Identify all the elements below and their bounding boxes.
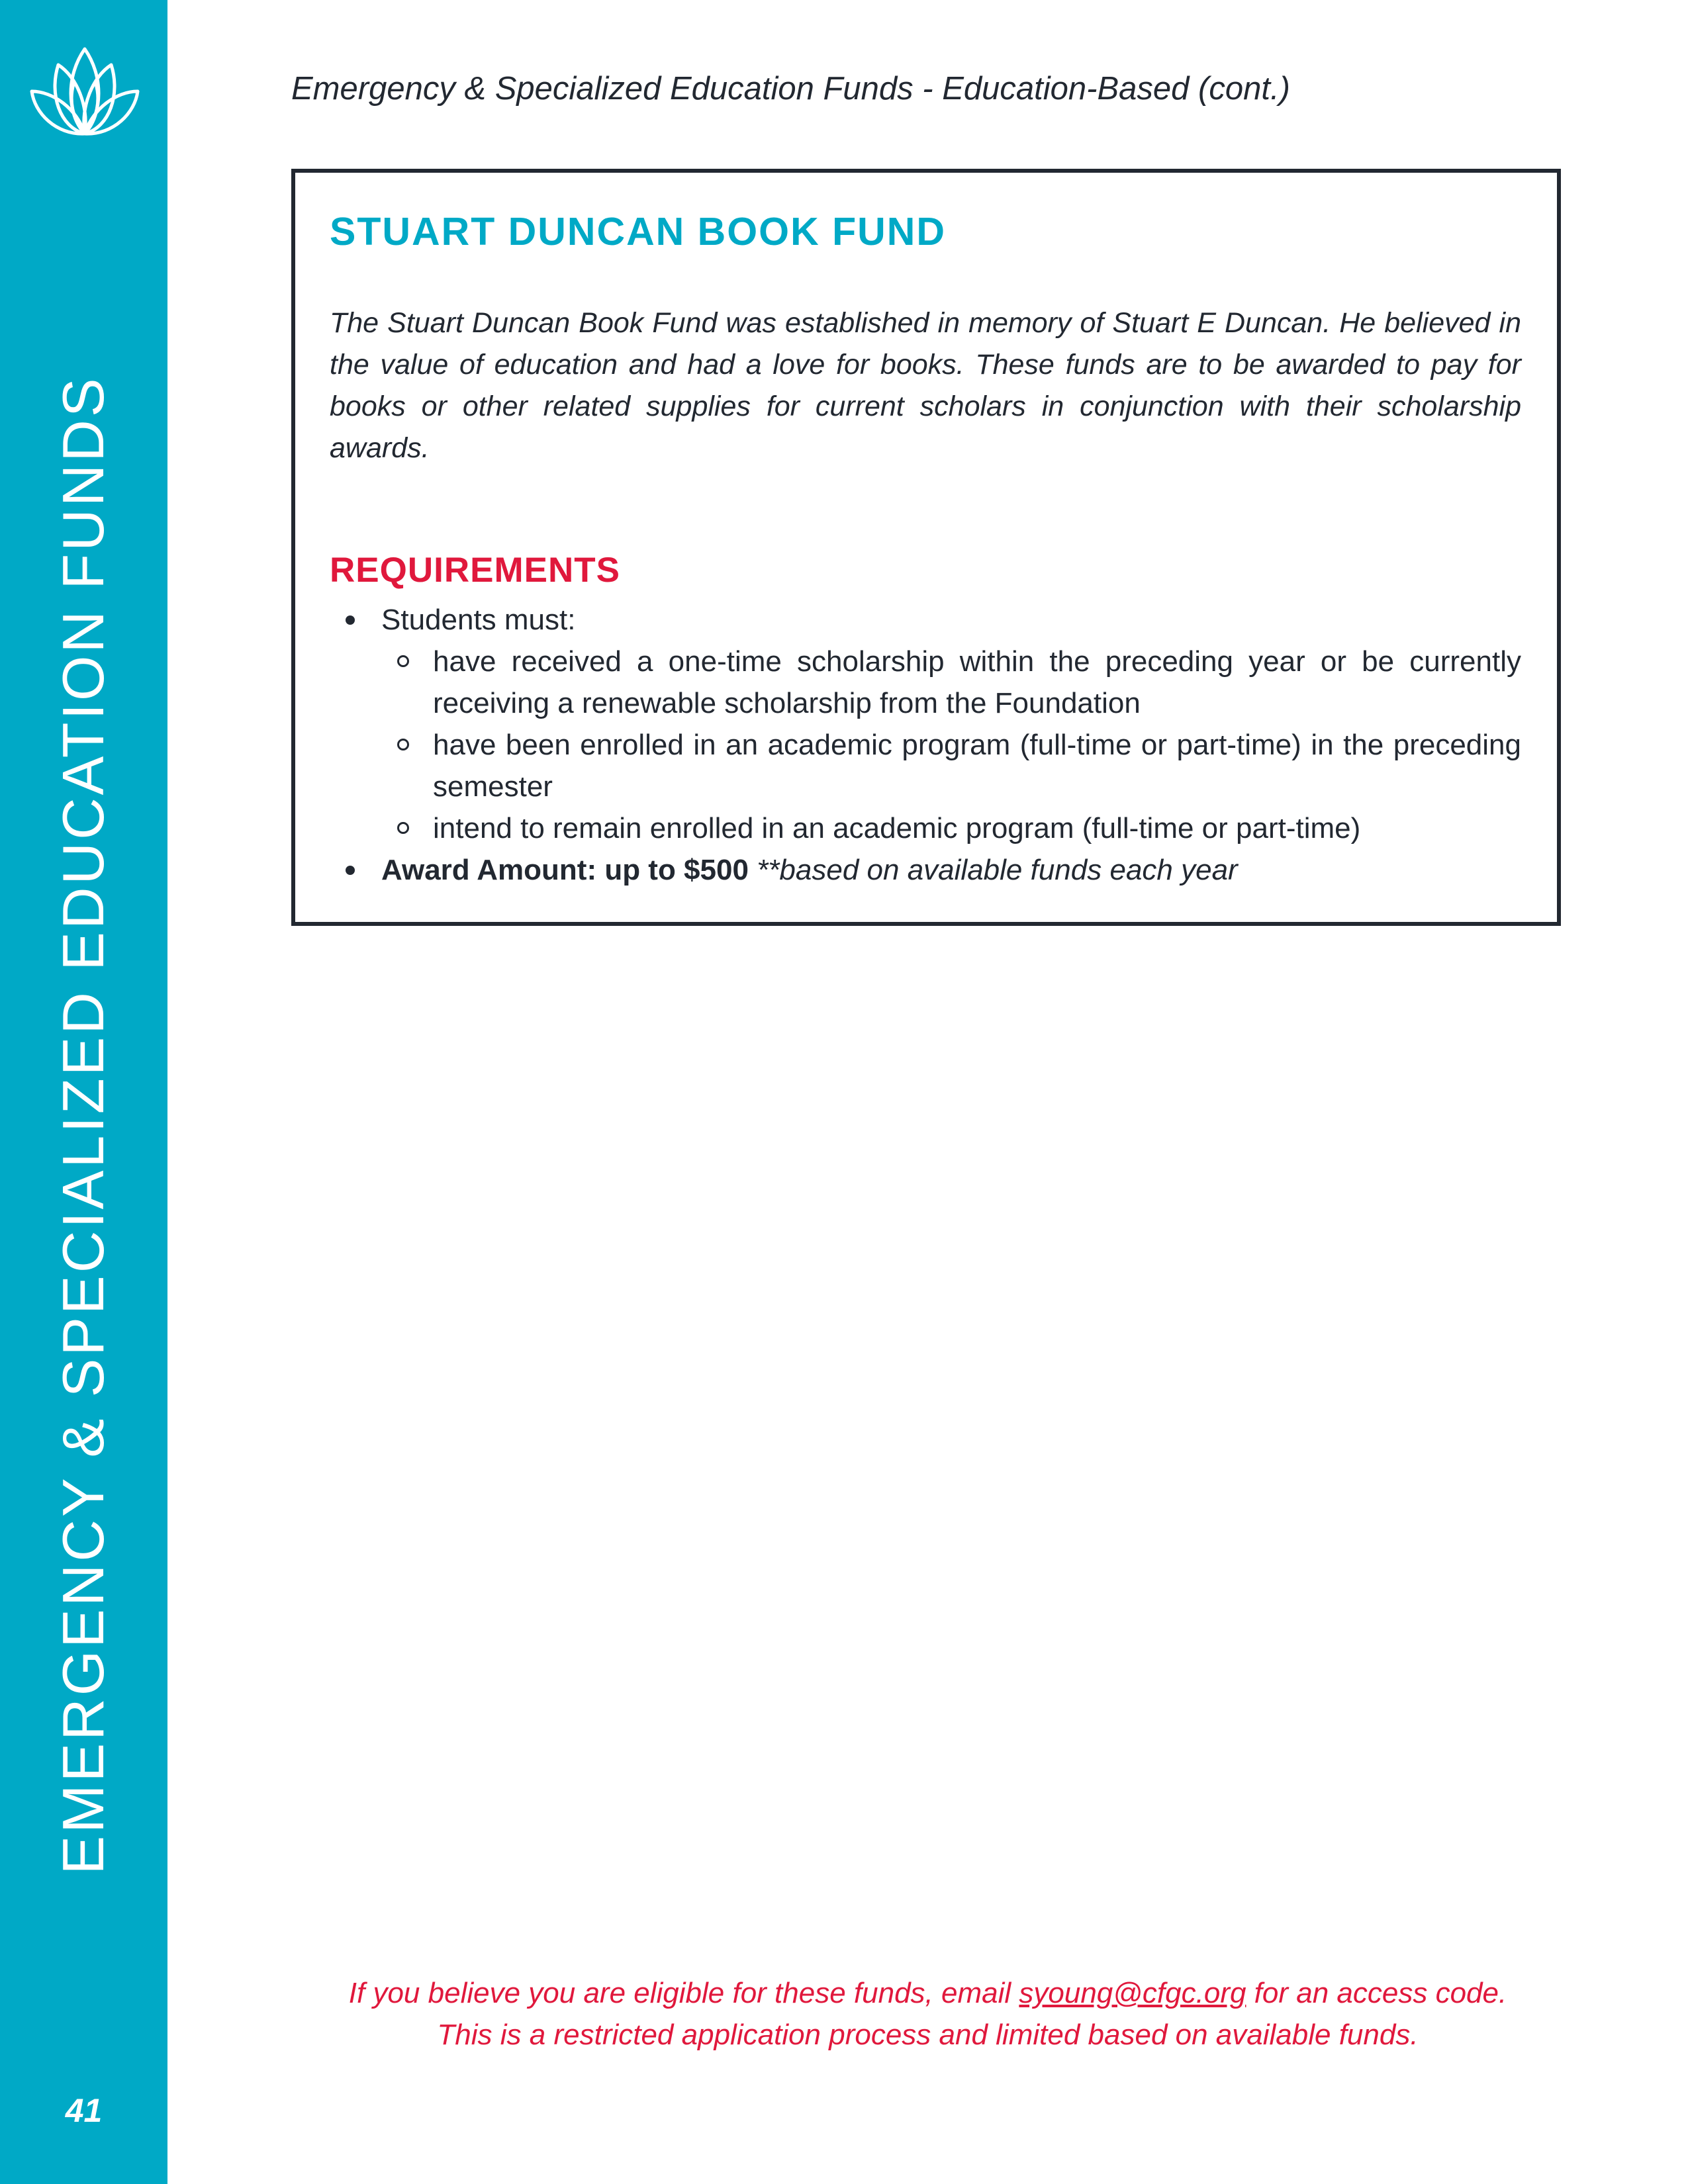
requirement-item: have received a one-time scholarship within the preceding year or be currently receiving a renewable scholarship from the Foundation (381, 641, 1521, 724)
footer-text-before: If you believe you are eligible for these funds, email (348, 1977, 1019, 2009)
requirements-heading: REQUIREMENTS (330, 551, 620, 590)
fund-box (291, 169, 1561, 926)
requirements-sublist (381, 641, 1521, 849)
award-item (330, 849, 1521, 891)
requirement-item: have been enrolled in an academic program (full-time or part-time) in the preceding semester (381, 724, 1521, 807)
requirement-item: intend to remain enrolled in an academic program (full-time or part-time) (381, 807, 1521, 849)
fund-title: STUART DUNCAN BOOK FUND (330, 210, 946, 253)
sidebar (0, 0, 167, 2184)
requirements-list (330, 599, 1521, 891)
footer-line-1 (167, 1972, 1688, 2014)
page-number: 41 (65, 2092, 103, 2129)
section-header: Emergency & Specialized Education Funds - Education-Based (cont.) (291, 71, 1290, 107)
award-note: **based on available funds each year (757, 854, 1238, 886)
footer-text-after: for an access code. (1246, 1977, 1507, 2009)
award-label: Award Amount: up to $500 (381, 854, 749, 886)
footer-line-2: This is a restricted application process and limited based on available funds. (437, 2019, 1419, 2051)
sidebar-vertical-title: EMERGENCY & SPECIALIZED EDUCATION FUNDS (50, 375, 116, 1875)
fund-description: The Stuart Duncan Book Fund was established in memory of Stuart E Duncan. He believed in the value of education and had a love for books. These funds are to be awarded to pay for books or other related supplies for current scholars in conjunction with their scholarship awards. (330, 307, 1521, 464)
footer-note (167, 1972, 1688, 2056)
requirements-intro-item (330, 599, 1521, 849)
lotus-icon (25, 34, 144, 147)
email-link[interactable]: syoung@cfgc.org (1019, 1977, 1246, 2009)
requirements-intro: Students must: (381, 604, 576, 636)
